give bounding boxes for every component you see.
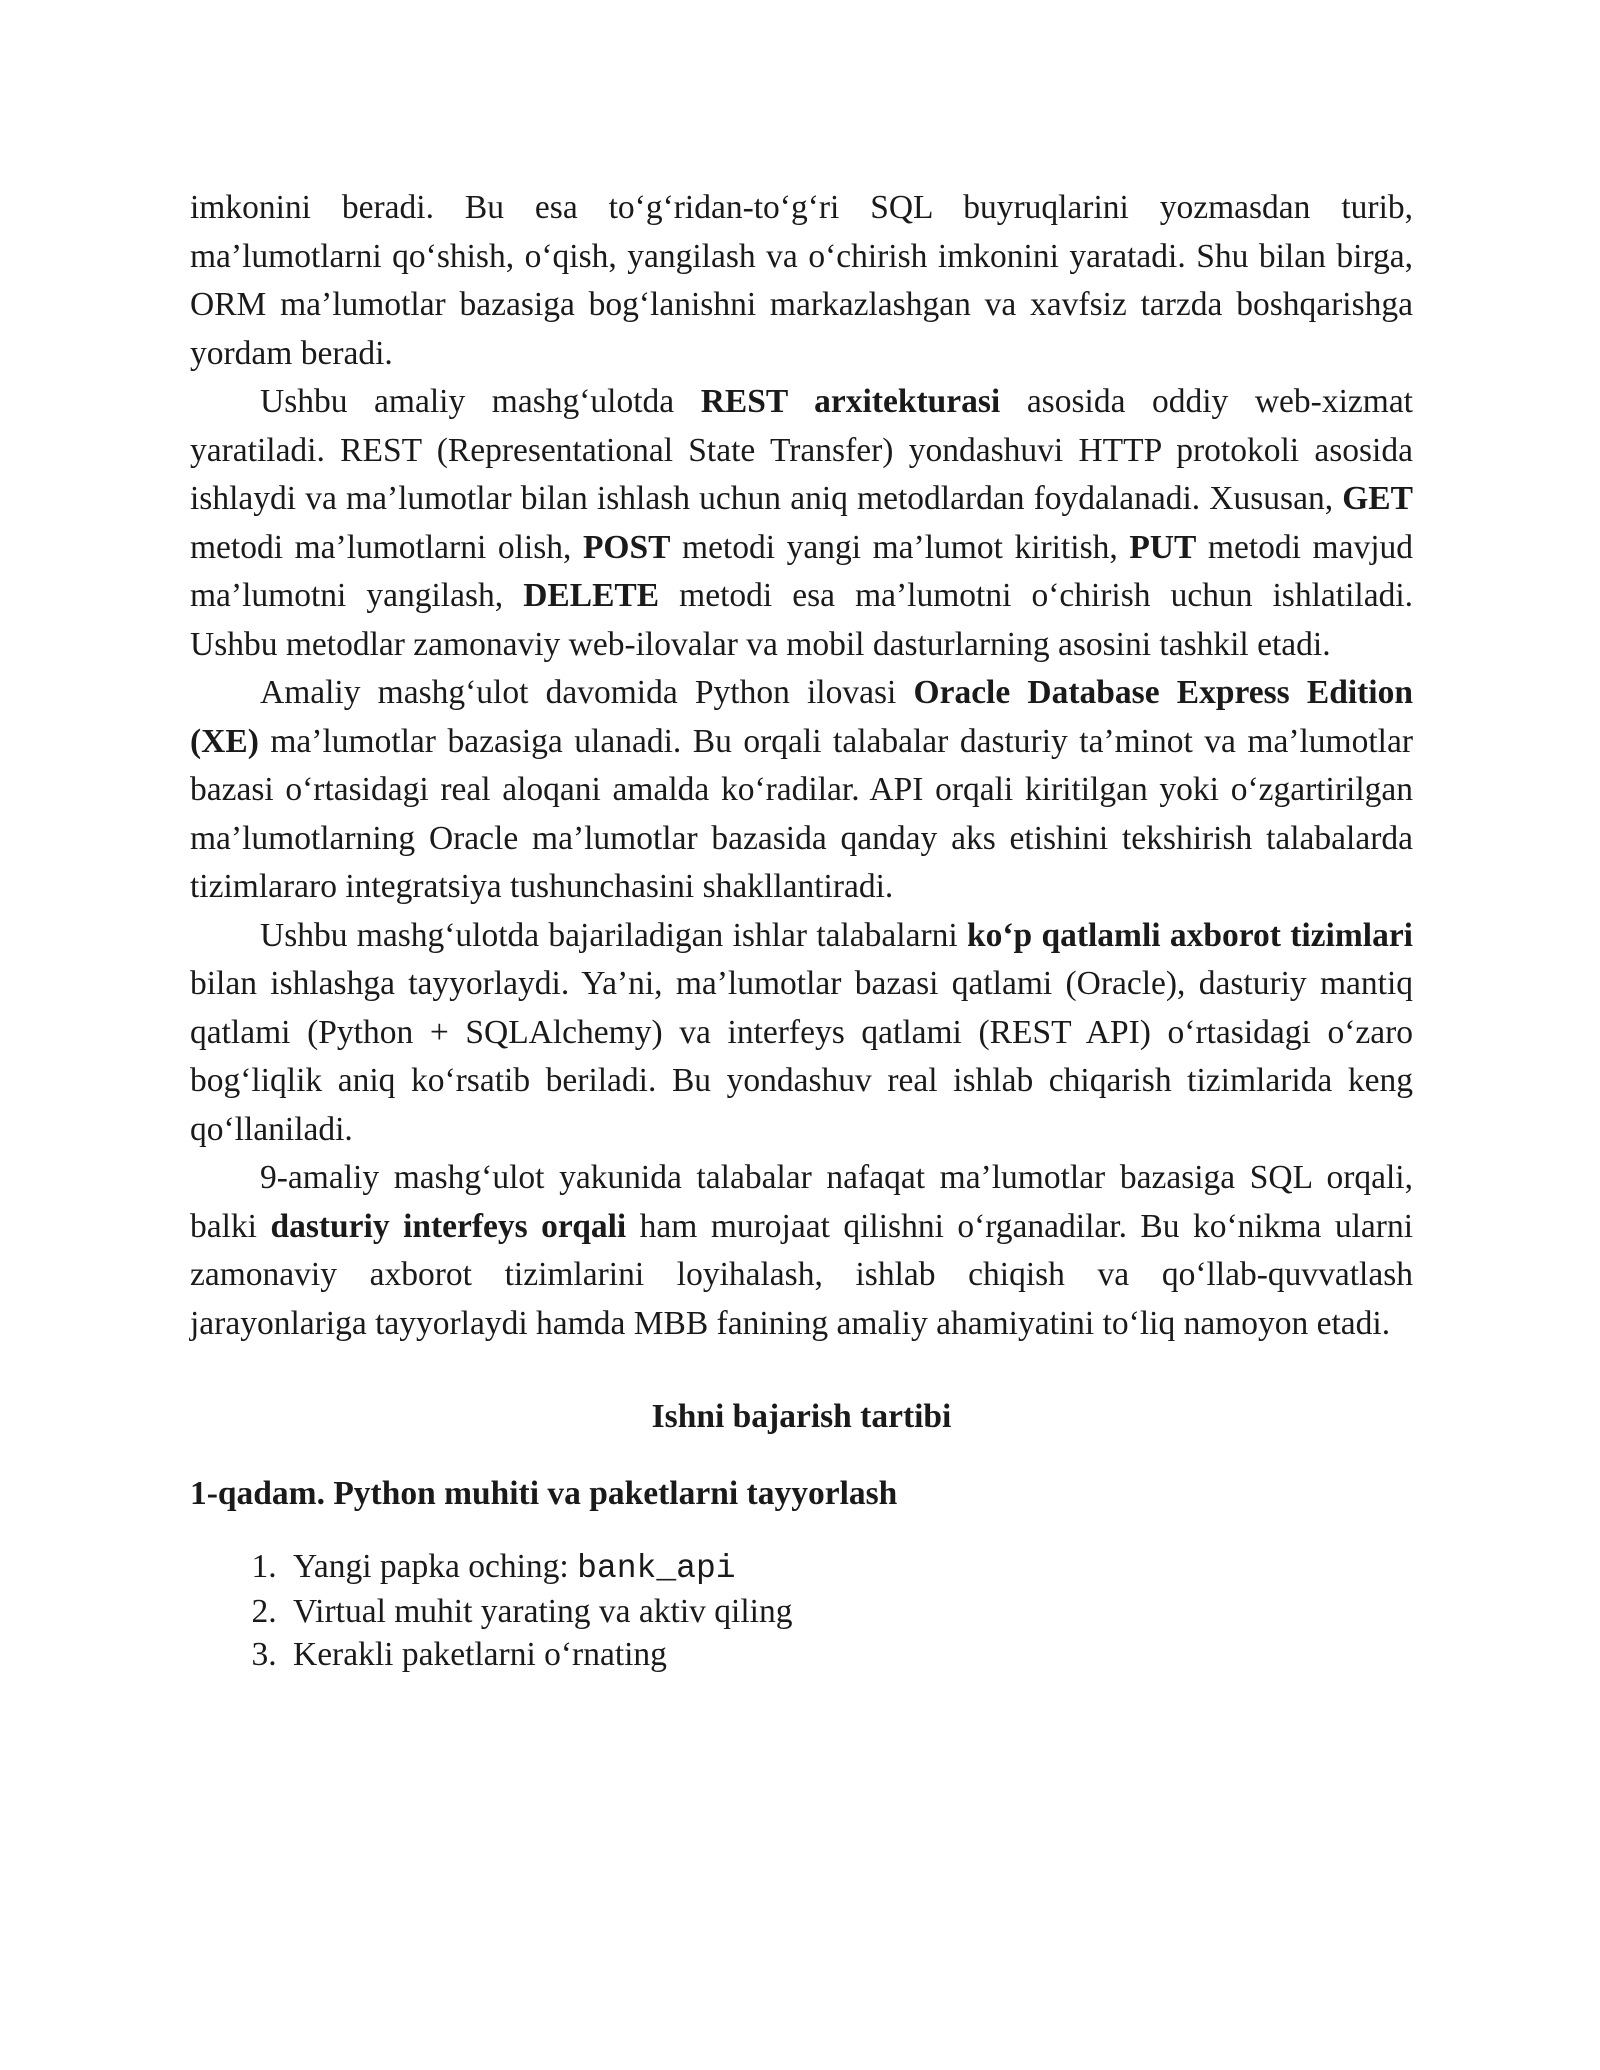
text-run: bilan ishlashga tayyorlaydi. Ya’ni, ma’lumotlar bazasi qatlami (Oracle), dasturiy mantiq qatlami (Python + SQLAlchemy) va interfeys qatlami (REST API) o‘rtasidagi o‘zaro bog‘liqlik aniq ko‘rsatib beriladi. Bu yondashuv real ishlab chiqarish tizimlarida keng qo‘llaniladi. [190, 965, 1413, 1148]
text-run: ma’lumotlar bazasiga ulanadi. Bu orqali talabalar dasturiy ta’minot va ma’lumotlar bazasi o‘rtasidagi real aloqani amalda ko‘radilar. API orqali kiritilgan yoki o‘zgartirilgan ma’lumotlarning Oracle ma’lumotlar bazasida qanday aks etishini tekshirish talabalarda tizimlararo integratsiya tushunchasini shakllantiradi. [190, 722, 1413, 905]
paragraph-p4 [190, 912, 1413, 1155]
bold-term: POST [582, 528, 671, 566]
bold-term: REST arxitekturasi [700, 383, 1001, 420]
text-run: ham murojaat qilishni o‘rganadilar. Bu ko‘nikma ularni zamonaviy axborot tizimlarini loyihalash, ishlab chiqish va qo‘llab-quvvatlash jarayonlariga tayyorlaydi hamda MBB fanining amaliy ahamiyatini to‘liq namoyon etadi. [190, 1207, 1413, 1342]
document-page [190, 184, 1413, 1676]
text-run: metodi esa ma’lumotni o‘chirish uchun ishlatiladi. Ushbu metodlar zamonaviy web-ilovalar va mobil dasturlarning asosini tashkil etadi. [190, 577, 1413, 663]
text-run: Ushbu amaliy mashg‘ulotda [260, 383, 701, 420]
section-heading: Ishni bajarish tartibi [651, 1398, 952, 1435]
text-run: 9-amaliy mashg‘ulot yakunida talabalar nafaqat ma’lumotlar bazasiga SQL orqali, balki [190, 1159, 1413, 1245]
bold-term: GET [1342, 480, 1413, 517]
paragraph-p2 [190, 378, 1413, 669]
list-item [285, 1590, 1413, 1633]
paragraph-p3 [190, 669, 1413, 912]
text-run: asosida oddiy web-xizmat yaratiladi. REST (Representational State Transfer) yondashuvi HTTP protokoli asosida ishlaydi va ma’lumotlar bilan ishlash uchun aniq metodlardan foydalanadi. Xususan, [190, 383, 1413, 517]
list-item-text: Yangi papka oching: [293, 1548, 578, 1585]
bold-term: Oracle Database Express Edition (XE) [190, 674, 1413, 760]
bold-term: PUT [1129, 528, 1197, 566]
list-item-text: Virtual muhit yarating va aktiv qiling [293, 1593, 793, 1630]
bold-term: DELETE [523, 577, 660, 614]
text-run: Amaliy mashg‘ulot davomida Python ilovasi [260, 674, 914, 711]
paragraph-p5 [190, 1154, 1413, 1348]
step-heading: 1-qadam. Python muhiti va paketlarni tayyorlash [190, 1475, 898, 1512]
paragraph-p1 [190, 184, 1413, 378]
text-run: Ushbu mashg‘ulotda bajariladigan ishlar talabalarni [260, 916, 967, 954]
text-run: imkonini beradi. Bu esa to‘g‘ridan-to‘g‘ri SQL buyruqlarini yozmasdan turib, ma’lumotlarni qo‘shish, o‘qish, yangilash va o‘chirish imkonini yaratadi. Shu bilan birga, ORM ma’lumotlar bazasiga bog‘lanishni markazlashgan va xavfsiz tarzda boshqarishga yordam beradi. [190, 189, 1413, 372]
list-item [285, 1545, 1413, 1590]
body-text [190, 184, 1413, 1348]
list-item [285, 1633, 1413, 1676]
bold-term: dasturiy interfeys orqali [270, 1207, 627, 1245]
steps-list [190, 1545, 1413, 1676]
text-run: metodi mavjud ma’lumotni yangilash, [190, 528, 1413, 614]
text-run: metodi yangi ma’lumot kiritish, [670, 528, 1130, 566]
folder-name-code: bank_api [577, 1550, 736, 1587]
bold-term: ko‘p qatlamli axborot tizimlari [966, 916, 1413, 954]
list-item-text: Kerakli paketlarni o‘rnating [293, 1636, 667, 1673]
text-run: metodi ma’lumotlarni olish, [190, 528, 583, 566]
